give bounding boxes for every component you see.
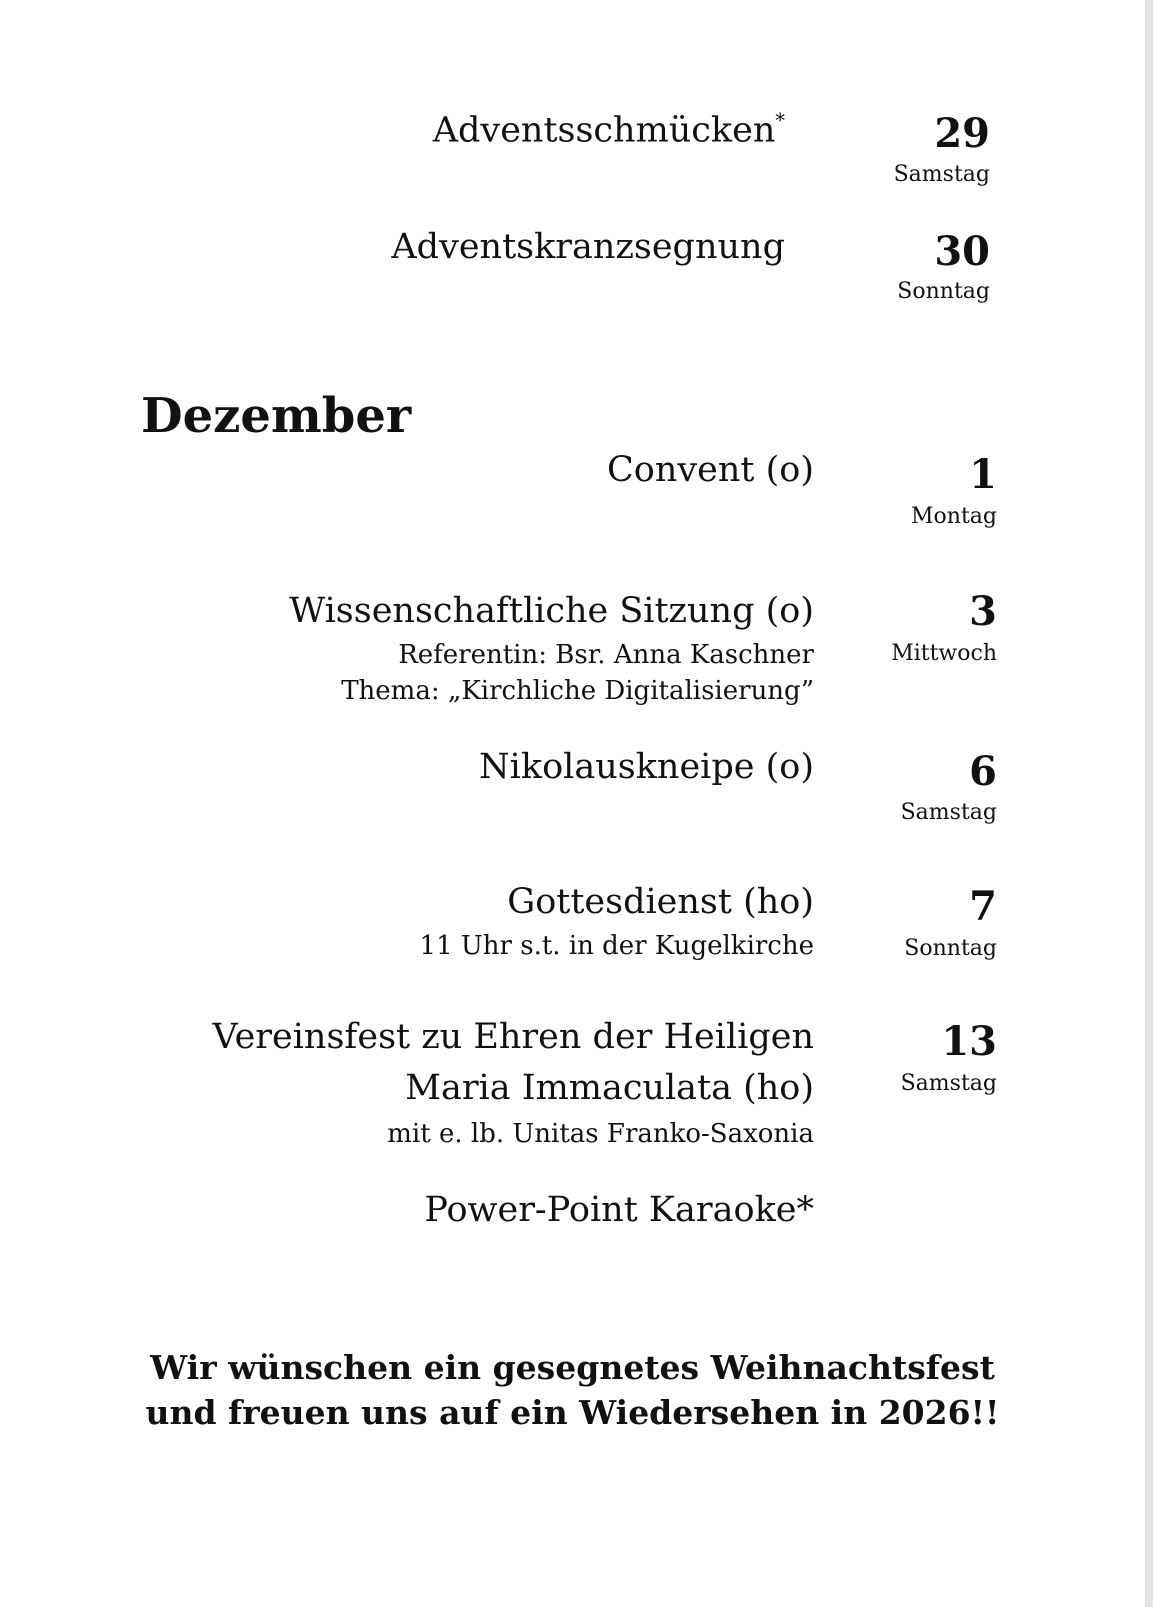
asterisk-mark: * xyxy=(775,109,785,132)
event-title: Vereinsfest zu Ehren der Heiligen xyxy=(212,1017,814,1057)
event-title: Convent (o) xyxy=(607,450,814,490)
event-day: 29 xyxy=(934,110,990,157)
event-title: Power-Point Karaoke* xyxy=(424,1190,814,1230)
event-title: Maria Immaculata (ho) xyxy=(405,1068,814,1108)
event-day: 6 xyxy=(969,748,997,795)
closing-greeting xyxy=(0,1346,1145,1435)
event-day: 7 xyxy=(969,883,997,930)
event-title: Nikolauskneipe (o) xyxy=(479,747,814,787)
event-detail: mit e. lb. Unitas Franko-Saxonia xyxy=(387,1119,814,1149)
event-day: 3 xyxy=(969,588,997,635)
event-title: Wissenschaftliche Sitzung (o) xyxy=(289,591,814,631)
month-heading: Dezember xyxy=(141,388,412,444)
event-weekday: Samstag xyxy=(893,162,990,187)
event-weekday: Sonntag xyxy=(897,279,990,304)
event-weekday: Sonntag xyxy=(904,936,997,961)
event-weekday: Mittwoch xyxy=(891,641,997,666)
event-detail: 11 Uhr s.t. in der Kugelkirche xyxy=(419,931,814,961)
event-day: 13 xyxy=(941,1018,997,1065)
event-detail: Thema: „Kirchliche Digitalisierung” xyxy=(341,676,814,706)
event-day: 1 xyxy=(969,451,997,498)
event-title: Adventsschmücken* xyxy=(432,109,785,151)
event-detail: Referentin: Bsr. Anna Kaschner xyxy=(398,640,814,670)
event-weekday: Samstag xyxy=(900,1071,997,1096)
event-weekday: Samstag xyxy=(900,800,997,825)
event-title: Gottesdienst (ho) xyxy=(507,882,814,922)
closing-line: Wir wünschen ein gesegnetes Weihnachtsfest xyxy=(150,1348,995,1387)
closing-line: und freuen uns auf ein Wiedersehen in 2026!! xyxy=(145,1392,1000,1432)
event-day: 30 xyxy=(934,228,990,275)
event-weekday: Montag xyxy=(911,504,997,529)
event-title: Adventskranzsegnung xyxy=(391,227,785,267)
